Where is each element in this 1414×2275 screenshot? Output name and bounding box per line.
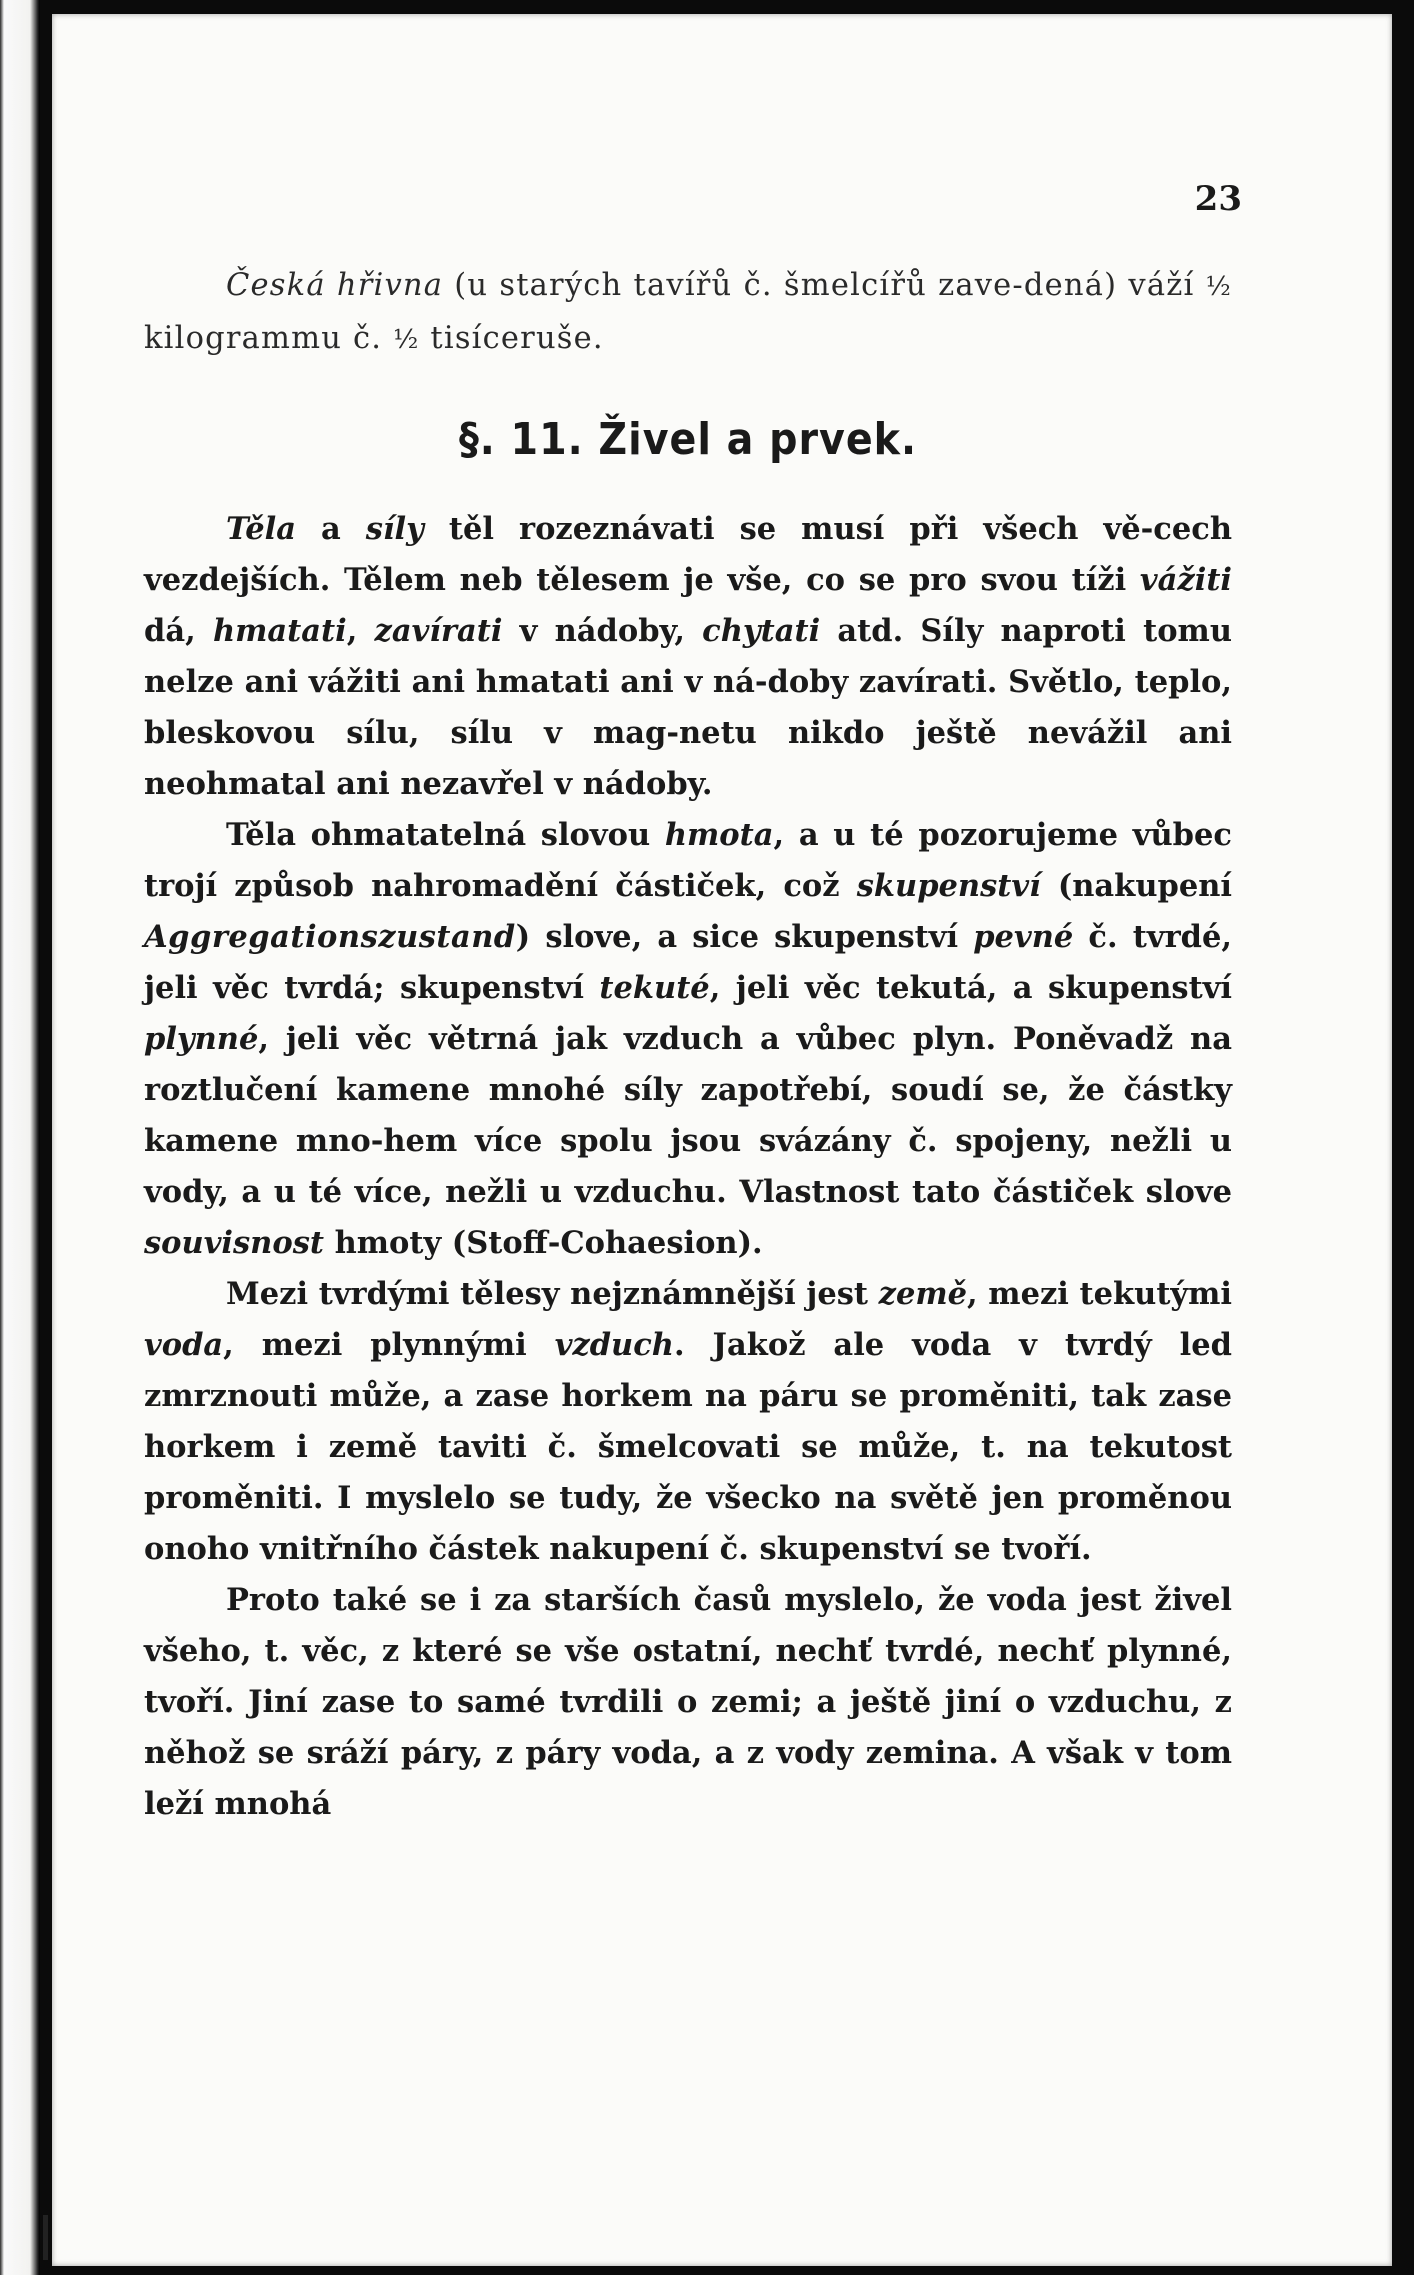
p1-text-1: a — [295, 511, 366, 547]
intro-text-2: kilogrammu č. — [144, 321, 394, 356]
p2-text-4: ) slove, a sice skupenství — [515, 919, 974, 955]
intro-em-term: Česká hřivna — [226, 268, 444, 303]
p2-text-7: , jeli věc větrná jak vzduch a vůbec plyn. Poněvadž na roztlučení kamene mnohé síly zapotřebí, soudí se, že částky kamene mno-hem více spolu jsou svázány č. spojeny, nežli u vody, a u té více, nežli u vzduchu. Vlastnost tato částiček slove — [144, 1021, 1232, 1210]
p3-em-1: země — [878, 1276, 968, 1312]
p3-text-1: Mezi tvrdými tělesy nejznámnější jest — [226, 1276, 879, 1312]
p3-text-3: , mezi plynnými — [223, 1327, 555, 1363]
paragraph-4 — [144, 1575, 1232, 1830]
p2-em-2: skupenství — [856, 868, 1041, 904]
p1-em-2: síly — [365, 511, 424, 547]
p2-text-3: (nakupení — [1040, 868, 1232, 904]
intro-fraction-2: ½ — [393, 325, 420, 355]
page-number: 23 — [1194, 179, 1242, 219]
intro-text-1: (u starých tavířů č. šmelcířů zave-dená) váží — [443, 268, 1206, 303]
p1-em-1: Těla — [226, 511, 296, 547]
section-heading: §. 11. Živel a prvek. — [458, 414, 918, 465]
p2-em-3: pevné — [973, 919, 1074, 955]
p3-text-2: , mezi tekutými — [967, 1276, 1232, 1312]
adjacent-page-edge — [0, 0, 40, 2275]
binding-mark — [43, 2215, 48, 2260]
p3-text-4: . Jakož ale voda v tvrdý led zmrznouti může, a zase horkem na páru se proměniti, tak zase horkem i země taviti č. šmelcovati se může, t. na tekutost proměniti. I myslelo se tudy, že všecko na světě jen proměnou onoho vnitřního částek nakupení č. skupenství se tvoří. — [144, 1327, 1232, 1567]
p1-text-5: v nádoby, — [502, 613, 703, 649]
p3-em-3: vzduch — [554, 1327, 674, 1363]
p3-em-2: voda — [144, 1327, 224, 1363]
paragraph-3 — [144, 1269, 1232, 1575]
p1-text-4: , — [346, 613, 375, 649]
p2-em-6: souvisnost — [144, 1225, 324, 1261]
paragraph-2 — [144, 810, 1232, 1269]
p2-text-1: Těla ohmatatelná slovou — [226, 817, 665, 853]
p2-text-2: , a u té pozorujeme vůbec trojí způsob nahromadění částiček, což — [144, 817, 1232, 904]
p4-text-1: Proto také se i za starších časů myslelo, že voda jest živel všeho, t. věc, z které se vše ostatní, nechť tvrdé, nechť plynné, tvoří. Jiní zase to samé tvrdili o zemi; a ještě jiní o vzduchu, z něhož se sráží páry, z páry voda, a z vody zemina. A však v tom leží mnohá — [144, 1582, 1232, 1822]
p2-em-1: hmota — [664, 817, 774, 853]
intro-fraction-1: ½ — [1205, 272, 1232, 302]
page-content — [144, 164, 1232, 1830]
p1-em-6: chytati — [702, 613, 821, 649]
p1-text-6: atd. Síly naproti tomu nelze ani vážiti ani hmatati ani v ná-doby zavírati. Světlo, teplo, bleskovou sílu, sílu v mag-netu nikdo ještě nevážil ani neohmatal ani nezavřel v nádoby. — [144, 613, 1232, 802]
p1-em-4: hmatati — [212, 613, 347, 649]
paragraph-1 — [144, 504, 1232, 810]
p1-em-3: vážiti — [1139, 562, 1232, 598]
p2-em-4: tekuté — [599, 970, 710, 1006]
p1-text-2: těl rozeznávati se musí při všech vě-cech vezdejších. Tělem neb tělesem je vše, co se pro svou tíži — [144, 511, 1233, 598]
p2-text-8: hmoty (Stoff-Cohaesion). — [323, 1225, 763, 1261]
p2-text-5: č. tvrdé, jeli věc tvrdá; skupenství — [144, 919, 1232, 1006]
intro-text-3: tisíceruše. — [419, 321, 604, 356]
p2-fraktur-term: Aggregationszustand — [144, 919, 516, 955]
p1-em-5: zavírati — [374, 613, 503, 649]
p2-em-5: plynné — [144, 1021, 259, 1057]
book-page — [52, 14, 1392, 2266]
p1-text-3: dá, — [144, 613, 213, 649]
intro-paragraph — [144, 260, 1232, 366]
p2-text-6: , jeli věc tekutá, a skupenství — [709, 970, 1232, 1006]
